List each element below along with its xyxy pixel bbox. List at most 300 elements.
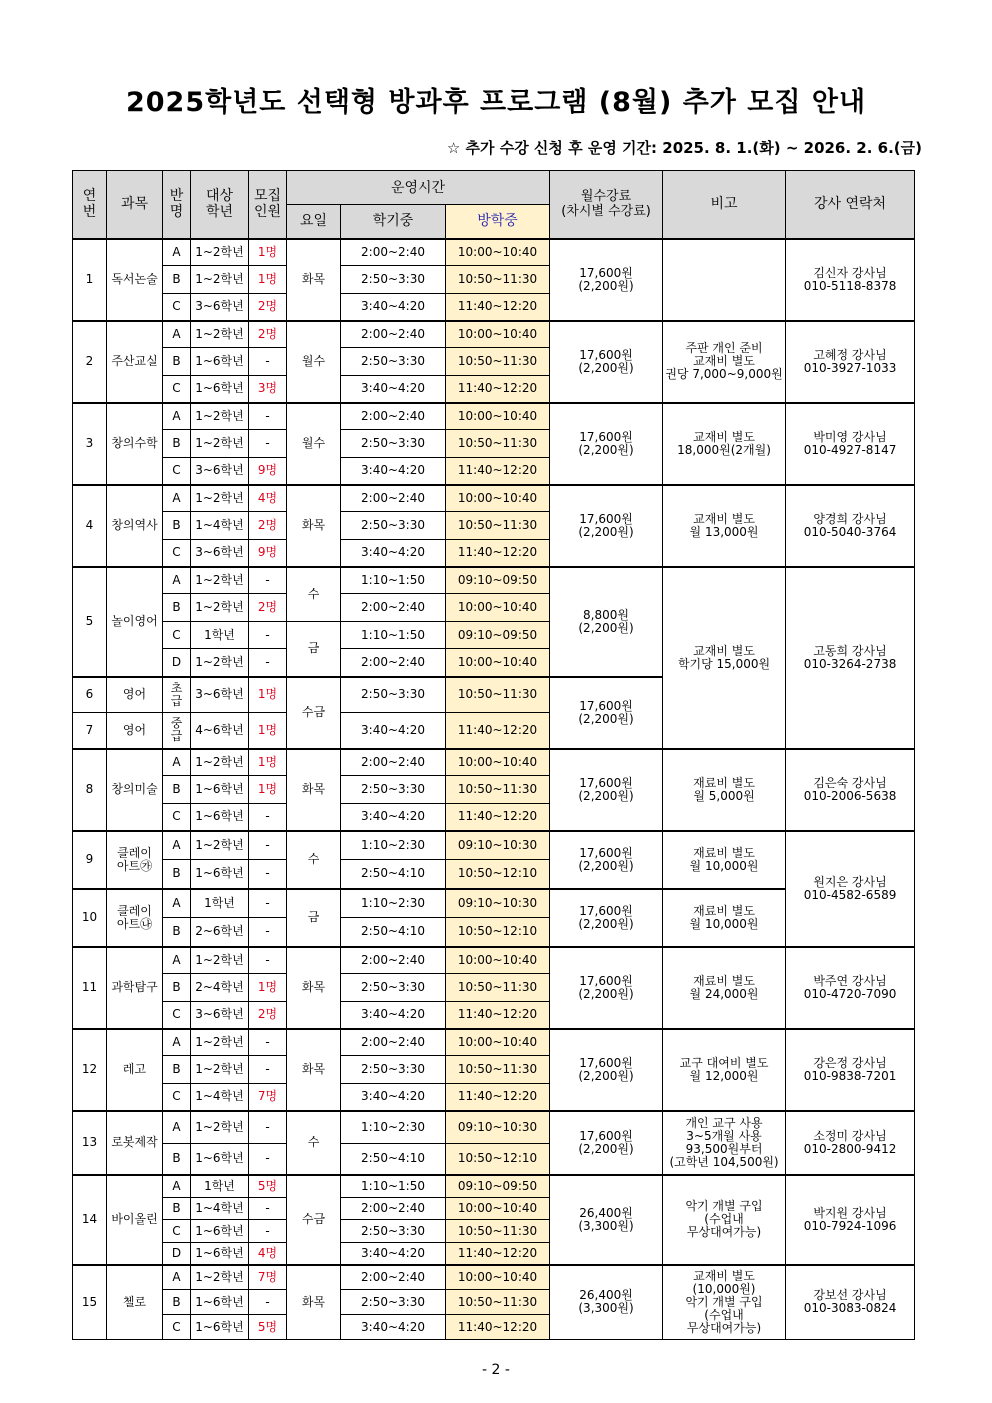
note: 교재비 별도 (10,000원) 악기 개별 구입 (수업내 무상대여가능) — [663, 1265, 786, 1340]
target-grade: 1~2학년 — [191, 567, 249, 594]
recruit-count: - — [249, 1290, 287, 1315]
recruit-count: 7명 — [249, 1084, 287, 1111]
note: 재료비 별도 월 10,000원 — [663, 889, 786, 947]
vacation-time: 10:50~11:30 — [446, 512, 550, 540]
target-grade: 3~6학년 — [191, 458, 249, 485]
monthly-fee: 17,600원 (2,200원) — [550, 831, 663, 889]
vacation-time: 10:50~11:30 — [446, 677, 550, 713]
course-subject: 창의수학 — [107, 403, 163, 485]
semester-time: 3:40~4:20 — [341, 713, 446, 749]
semester-time: 2:00~2:40 — [341, 1198, 446, 1220]
target-grade: 1~4학년 — [191, 1084, 249, 1111]
recruit-count: - — [249, 430, 287, 458]
course-subject: 독서논술 — [107, 239, 163, 321]
monthly-fee: 26,400원 (3,300원) — [550, 1175, 663, 1265]
class-name: C — [163, 1084, 191, 1111]
recruit-count: - — [249, 889, 287, 918]
vacation-time: 09:10~10:30 — [446, 831, 550, 860]
vacation-time: 10:00~10:40 — [446, 594, 550, 622]
semester-time: 1:10~2:30 — [341, 1111, 446, 1144]
monthly-fee: 17,600원 (2,200원) — [550, 1111, 663, 1175]
vacation-time: 11:40~12:20 — [446, 1315, 550, 1340]
note: 교재비 별도 학기당 15,000원 — [663, 567, 786, 749]
course-subject: 주산교실 — [107, 321, 163, 403]
instructor-contact: 박지원 강사님 010-7924-1096 — [786, 1175, 915, 1265]
recruit-count: - — [249, 622, 287, 649]
vacation-time: 10:00~10:40 — [446, 485, 550, 512]
class-name: B — [163, 860, 191, 889]
semester-time: 1:10~1:50 — [341, 622, 446, 649]
note — [663, 239, 786, 321]
header-class: 반 명 — [163, 171, 191, 239]
target-grade: 2~4학년 — [191, 974, 249, 1002]
semester-time: 2:50~4:10 — [341, 918, 446, 947]
semester-time: 2:50~3:30 — [341, 512, 446, 540]
recruit-count: - — [249, 649, 287, 677]
vacation-time: 09:10~09:50 — [446, 567, 550, 594]
table-row — [73, 947, 915, 974]
target-grade: 2~6학년 — [191, 918, 249, 947]
recruit-count: - — [249, 1144, 287, 1175]
class-name: A — [163, 321, 191, 348]
class-name: 중 급 — [163, 713, 191, 749]
target-grade: 1~2학년 — [191, 403, 249, 430]
recruit-count: - — [249, 1220, 287, 1243]
recruit-count: 3명 — [249, 376, 287, 403]
recruit-count: 1명 — [249, 713, 287, 749]
course-subject: 과학탐구 — [107, 947, 163, 1029]
class-name: C — [163, 804, 191, 831]
monthly-fee: 17,600원 (2,200원) — [550, 239, 663, 321]
recruit-count: 2명 — [249, 512, 287, 540]
recruit-count: 1명 — [249, 749, 287, 776]
course-day: 수금 — [287, 1175, 341, 1265]
course-no: 6 — [73, 677, 107, 713]
recruit-count: 2명 — [249, 321, 287, 348]
vacation-time: 11:40~12:20 — [446, 1084, 550, 1111]
recruit-count: 2명 — [249, 294, 287, 321]
course-no: 4 — [73, 485, 107, 567]
instructor-contact: 양경희 강사님 010-5040-3764 — [786, 485, 915, 567]
target-grade: 1~2학년 — [191, 594, 249, 622]
semester-time: 2:50~3:30 — [341, 677, 446, 713]
semester-time: 2:00~2:40 — [341, 403, 446, 430]
recruit-count: - — [249, 804, 287, 831]
class-name: B — [163, 594, 191, 622]
vacation-time: 10:00~10:40 — [446, 1029, 550, 1056]
vacation-time: 10:00~10:40 — [446, 321, 550, 348]
header-fee: 월수강료 (차시별 수강료) — [550, 171, 663, 239]
vacation-time: 10:50~11:30 — [446, 266, 550, 294]
semester-time: 3:40~4:20 — [341, 1315, 446, 1340]
class-name: A — [163, 485, 191, 512]
note: 악기 개별 구입 (수업내 무상대여가능) — [663, 1175, 786, 1265]
class-name: A — [163, 567, 191, 594]
semester-time: 2:50~3:30 — [341, 776, 446, 804]
note: 주판 개인 준비 교재비 별도 권당 7,000~9,000원 — [663, 321, 786, 403]
vacation-time: 09:10~09:50 — [446, 622, 550, 649]
course-subject: 놀이영어 — [107, 567, 163, 677]
semester-time: 3:40~4:20 — [341, 294, 446, 321]
header-contact: 강사 연락처 — [786, 171, 915, 239]
course-subject: 레고 — [107, 1029, 163, 1111]
header-day: 요일 — [287, 205, 341, 239]
course-subject: 영어 — [107, 713, 163, 749]
header-note: 비고 — [663, 171, 786, 239]
course-day: 화목 — [287, 239, 341, 321]
class-name: A — [163, 239, 191, 266]
vacation-time: 11:40~12:20 — [446, 1002, 550, 1029]
class-name: B — [163, 512, 191, 540]
recruit-count: - — [249, 947, 287, 974]
vacation-time: 10:00~10:40 — [446, 947, 550, 974]
instructor-contact: 소정미 강사님 010-2800-9412 — [786, 1111, 915, 1175]
vacation-time: 10:50~12:10 — [446, 860, 550, 889]
vacation-time: 11:40~12:20 — [446, 294, 550, 321]
semester-time: 1:10~1:50 — [341, 1175, 446, 1198]
monthly-fee: 17,600원 (2,200원) — [550, 889, 663, 947]
class-name: A — [163, 889, 191, 918]
course-day: 금 — [287, 889, 341, 947]
course-no: 5 — [73, 567, 107, 677]
semester-time: 2:50~3:30 — [341, 348, 446, 376]
vacation-time: 10:50~12:10 — [446, 1144, 550, 1175]
target-grade: 1학년 — [191, 1175, 249, 1198]
semester-time: 2:50~4:10 — [341, 860, 446, 889]
course-subject: 창의역사 — [107, 485, 163, 567]
vacation-time: 10:00~10:40 — [446, 403, 550, 430]
instructor-contact: 김은숙 강사님 010-2006-5638 — [786, 749, 915, 831]
recruit-count: 9명 — [249, 458, 287, 485]
class-name: D — [163, 1243, 191, 1265]
semester-time: 3:40~4:20 — [341, 1002, 446, 1029]
class-name: D — [163, 649, 191, 677]
header-time: 운영시간 — [287, 171, 550, 205]
course-subject: 바이올린 — [107, 1175, 163, 1265]
recruit-count: - — [249, 1111, 287, 1144]
vacation-time: 10:50~11:30 — [446, 1290, 550, 1315]
target-grade: 1~2학년 — [191, 1265, 249, 1290]
target-grade: 1~2학년 — [191, 947, 249, 974]
course-no: 3 — [73, 403, 107, 485]
header-semester: 학기중 — [341, 205, 446, 239]
course-no: 9 — [73, 831, 107, 889]
semester-time: 2:00~2:40 — [341, 947, 446, 974]
semester-time: 2:00~2:40 — [341, 649, 446, 677]
semester-time: 2:50~3:30 — [341, 266, 446, 294]
target-grade: 1~6학년 — [191, 1144, 249, 1175]
class-name: C — [163, 376, 191, 403]
recruit-count: - — [249, 1198, 287, 1220]
operation-period: ☆ 추가 수강 신청 후 운영 기간: 2025. 8. 1.(화) ~ 2026. 2. 6.(금) — [446, 139, 922, 157]
course-subject: 로봇제작 — [107, 1111, 163, 1175]
note: 개인 교구 사용 3~5개월 사용 93,500원부터 (고학년 104,500원) — [663, 1111, 786, 1175]
target-grade: 1~6학년 — [191, 348, 249, 376]
course-day: 수 — [287, 1111, 341, 1175]
class-name: A — [163, 947, 191, 974]
course-subject: 첼로 — [107, 1265, 163, 1340]
header-no: 연 번 — [73, 171, 107, 239]
recruit-count: 5명 — [249, 1315, 287, 1340]
target-grade: 1~2학년 — [191, 485, 249, 512]
recruit-count: 2명 — [249, 594, 287, 622]
table-row — [73, 321, 915, 348]
monthly-fee: 17,600원 (2,200원) — [550, 677, 663, 749]
note: 재료비 별도 월 10,000원 — [663, 831, 786, 889]
course-day: 수금 — [287, 677, 341, 749]
target-grade: 1~6학년 — [191, 860, 249, 889]
recruit-count: 4명 — [249, 1243, 287, 1265]
course-subject: 창의미술 — [107, 749, 163, 831]
instructor-contact: 박미영 강사님 010-4927-8147 — [786, 403, 915, 485]
vacation-time: 09:10~09:50 — [446, 1175, 550, 1198]
instructor-contact: 강은정 강사님 010-9838-7201 — [786, 1029, 915, 1111]
target-grade: 1~2학년 — [191, 831, 249, 860]
vacation-time: 10:50~11:30 — [446, 974, 550, 1002]
vacation-time: 10:50~11:30 — [446, 1056, 550, 1084]
target-grade: 1~6학년 — [191, 1243, 249, 1265]
monthly-fee: 17,600원 (2,200원) — [550, 947, 663, 1029]
recruit-count: 1명 — [249, 677, 287, 713]
target-grade: 1~6학년 — [191, 804, 249, 831]
table-row — [73, 831, 915, 860]
class-name: B — [163, 1144, 191, 1175]
note: 교재비 별도 18,000원(2개월) — [663, 403, 786, 485]
semester-time: 2:00~2:40 — [341, 485, 446, 512]
semester-time: 1:10~1:50 — [341, 567, 446, 594]
course-day: 월수 — [287, 321, 341, 403]
course-no: 11 — [73, 947, 107, 1029]
course-subject: 영어 — [107, 677, 163, 713]
recruit-count: 5명 — [249, 1175, 287, 1198]
vacation-time: 10:00~10:40 — [446, 649, 550, 677]
header-subject: 과목 — [107, 171, 163, 239]
vacation-time: 11:40~12:20 — [446, 376, 550, 403]
course-day: 화목 — [287, 1029, 341, 1111]
recruit-count: - — [249, 831, 287, 860]
monthly-fee: 17,600원 (2,200원) — [550, 403, 663, 485]
instructor-contact: 박주연 강사님 010-4720-7090 — [786, 947, 915, 1029]
header-grade: 대상 학년 — [191, 171, 249, 239]
vacation-time: 11:40~12:20 — [446, 540, 550, 567]
monthly-fee: 26,400원 (3,300원) — [550, 1265, 663, 1340]
target-grade: 1~2학년 — [191, 1056, 249, 1084]
page-title: 2025학년도 선택형 방과후 프로그램 (8월) 추가 모집 안내 — [125, 87, 867, 118]
target-grade: 1~6학년 — [191, 376, 249, 403]
recruit-count: 4명 — [249, 485, 287, 512]
class-name: C — [163, 294, 191, 321]
note: 교재비 별도 월 13,000원 — [663, 485, 786, 567]
table-row — [73, 749, 915, 776]
semester-time: 3:40~4:20 — [341, 804, 446, 831]
table-row — [73, 403, 915, 430]
vacation-time: 11:40~12:20 — [446, 1243, 550, 1265]
recruit-count: 1명 — [249, 974, 287, 1002]
class-name: C — [163, 1315, 191, 1340]
vacation-time: 10:50~12:10 — [446, 918, 550, 947]
recruit-count: 9명 — [249, 540, 287, 567]
recruit-count: 2명 — [249, 1002, 287, 1029]
target-grade: 1~2학년 — [191, 321, 249, 348]
target-grade: 1학년 — [191, 622, 249, 649]
recruit-count: - — [249, 918, 287, 947]
vacation-time: 10:50~11:30 — [446, 348, 550, 376]
class-name: B — [163, 1198, 191, 1220]
class-name: B — [163, 776, 191, 804]
class-name: A — [163, 831, 191, 860]
target-grade: 1학년 — [191, 889, 249, 918]
table-row — [73, 1265, 915, 1290]
course-day: 수 — [287, 831, 341, 889]
course-day: 수 — [287, 567, 341, 622]
class-name: A — [163, 749, 191, 776]
semester-time: 3:40~4:20 — [341, 540, 446, 567]
target-grade: 1~4학년 — [191, 1198, 249, 1220]
semester-time: 2:00~2:40 — [341, 1029, 446, 1056]
target-grade: 1~6학년 — [191, 776, 249, 804]
semester-time: 3:40~4:20 — [341, 1243, 446, 1265]
recruit-count: - — [249, 348, 287, 376]
recruit-count: 1명 — [249, 776, 287, 804]
target-grade: 1~6학년 — [191, 1290, 249, 1315]
vacation-time: 10:00~10:40 — [446, 1198, 550, 1220]
course-no: 15 — [73, 1265, 107, 1340]
instructor-contact: 고동희 강사님 010-3264-2738 — [786, 567, 915, 749]
course-day: 금 — [287, 622, 341, 677]
instructor-contact: 김신자 강사님 010-5118-8378 — [786, 239, 915, 321]
note: 교구 대여비 별도 월 12,000원 — [663, 1029, 786, 1111]
course-no: 2 — [73, 321, 107, 403]
recruit-count: - — [249, 567, 287, 594]
monthly-fee: 17,600원 (2,200원) — [550, 485, 663, 567]
semester-time: 3:40~4:20 — [341, 376, 446, 403]
vacation-time: 11:40~12:20 — [446, 713, 550, 749]
course-day: 화목 — [287, 485, 341, 567]
course-no: 7 — [73, 713, 107, 749]
class-name: C — [163, 540, 191, 567]
course-day: 월수 — [287, 403, 341, 485]
target-grade: 3~6학년 — [191, 677, 249, 713]
class-name: B — [163, 348, 191, 376]
target-grade: 1~6학년 — [191, 1315, 249, 1340]
instructor-contact: 고혜정 강사님 010-3927-1033 — [786, 321, 915, 403]
semester-time: 2:50~3:30 — [341, 1220, 446, 1243]
target-grade: 1~2학년 — [191, 1111, 249, 1144]
class-name: B — [163, 266, 191, 294]
note: 재료비 별도 월 24,000원 — [663, 947, 786, 1029]
vacation-time: 09:10~10:30 — [446, 889, 550, 918]
semester-time: 2:50~4:10 — [341, 1144, 446, 1175]
class-name: 초 급 — [163, 677, 191, 713]
course-no: 14 — [73, 1175, 107, 1265]
target-grade: 3~6학년 — [191, 1002, 249, 1029]
vacation-time: 10:50~11:30 — [446, 430, 550, 458]
recruit-count: 1명 — [249, 266, 287, 294]
class-name: A — [163, 1175, 191, 1198]
instructor-contact: 강보선 강사님 010-3083-0824 — [786, 1265, 915, 1340]
class-name: B — [163, 430, 191, 458]
course-day: 화목 — [287, 1265, 341, 1340]
semester-time: 1:10~2:30 — [341, 831, 446, 860]
recruit-count: - — [249, 1029, 287, 1056]
target-grade: 1~6학년 — [191, 1220, 249, 1243]
table-row — [73, 485, 915, 512]
header-vacation: 방학중 — [446, 205, 550, 239]
course-no: 1 — [73, 239, 107, 321]
recruit-count: - — [249, 1056, 287, 1084]
vacation-time: 10:00~10:40 — [446, 239, 550, 266]
course-subject: 클레이 아트㉯ — [107, 889, 163, 947]
class-name: B — [163, 918, 191, 947]
vacation-time: 11:40~12:20 — [446, 804, 550, 831]
vacation-time: 10:50~11:30 — [446, 1220, 550, 1243]
semester-time: 2:00~2:40 — [341, 239, 446, 266]
monthly-fee: 8,800원 (2,200원) — [550, 567, 663, 677]
monthly-fee: 17,600원 (2,200원) — [550, 321, 663, 403]
class-name: A — [163, 403, 191, 430]
semester-time: 1:10~2:30 — [341, 889, 446, 918]
semester-time: 2:50~3:30 — [341, 1056, 446, 1084]
class-name: A — [163, 1111, 191, 1144]
vacation-time: 10:50~11:30 — [446, 776, 550, 804]
table-row — [73, 567, 915, 594]
instructor-contact: 원지은 강사님 010-4582-6589 — [786, 831, 915, 947]
course-no: 8 — [73, 749, 107, 831]
class-name: C — [163, 1220, 191, 1243]
recruit-count: - — [249, 860, 287, 889]
semester-time: 2:50~3:30 — [341, 430, 446, 458]
recruit-count: 7명 — [249, 1265, 287, 1290]
target-grade: 1~2학년 — [191, 266, 249, 294]
course-day: 화목 — [287, 947, 341, 1029]
target-grade: 4~6학년 — [191, 713, 249, 749]
course-no: 10 — [73, 889, 107, 947]
target-grade: 1~2학년 — [191, 430, 249, 458]
recruit-count: 1명 — [249, 239, 287, 266]
course-day: 화목 — [287, 749, 341, 831]
class-name: C — [163, 622, 191, 649]
semester-time: 3:40~4:20 — [341, 458, 446, 485]
header-recruit: 모집 인원 — [249, 171, 287, 239]
target-grade: 1~2학년 — [191, 1029, 249, 1056]
course-no: 13 — [73, 1111, 107, 1175]
semester-time: 2:50~3:30 — [341, 1290, 446, 1315]
course-subject: 클레이 아트㉮ — [107, 831, 163, 889]
class-name: B — [163, 1056, 191, 1084]
class-name: B — [163, 1290, 191, 1315]
monthly-fee: 17,600원 (2,200원) — [550, 1029, 663, 1111]
semester-time: 2:00~2:40 — [341, 594, 446, 622]
table-row — [73, 1111, 915, 1144]
table-row — [73, 1175, 915, 1198]
note: 재료비 별도 월 5,000원 — [663, 749, 786, 831]
class-name: C — [163, 458, 191, 485]
semester-time: 3:40~4:20 — [341, 1084, 446, 1111]
semester-time: 2:50~3:30 — [341, 974, 446, 1002]
monthly-fee: 17,600원 (2,200원) — [550, 749, 663, 831]
vacation-time: 09:10~10:30 — [446, 1111, 550, 1144]
vacation-time: 10:00~10:40 — [446, 1265, 550, 1290]
semester-time: 2:00~2:40 — [341, 749, 446, 776]
semester-time: 2:00~2:40 — [341, 321, 446, 348]
class-name: B — [163, 974, 191, 1002]
recruit-count: - — [249, 403, 287, 430]
semester-time: 2:00~2:40 — [341, 1265, 446, 1290]
target-grade: 3~6학년 — [191, 540, 249, 567]
vacation-time: 11:40~12:20 — [446, 458, 550, 485]
class-name: C — [163, 1002, 191, 1029]
course-table — [72, 170, 915, 1340]
